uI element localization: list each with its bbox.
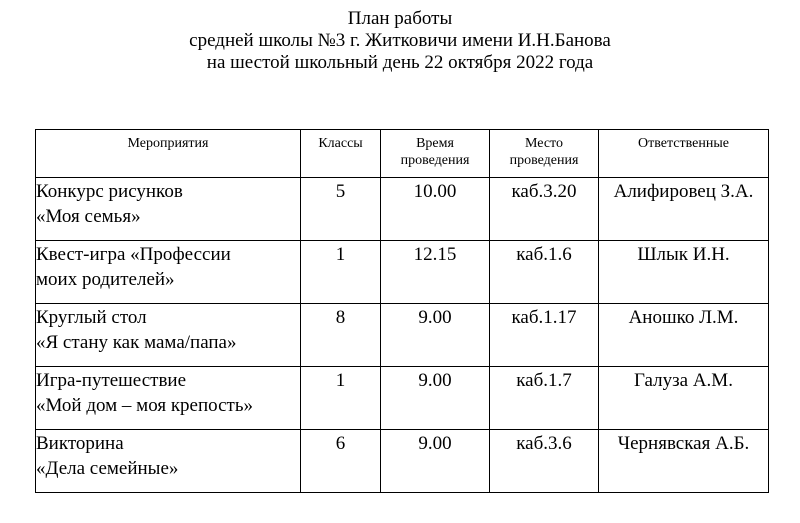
header-grade: Классы [301,130,381,178]
title-line-2: средней школы №3 г. Житковичи имени И.Н.Банова [189,30,611,51]
title-line-3: на шестой школьный день 22 октября 2022 года [206,52,594,73]
cell-event: Игра-путешествие «Мой дом – моя крепость» [36,367,301,430]
table-header-row [36,130,769,178]
header-place: Место проведения [490,130,599,178]
cell-responsible: Шлык И.Н. [599,241,769,304]
table-row [36,178,769,241]
cell-responsible: Аношко Л.М. [599,304,769,367]
cell-event: Конкурс рисунков «Моя семья» [36,178,301,241]
cell-responsible: Галуза А.М. [599,367,769,430]
cell-place: каб.1.6 [490,241,599,304]
cell-grade: 8 [301,304,381,367]
table-row [36,367,769,430]
cell-place: каб.3.6 [490,430,599,493]
cell-place: каб.3.20 [490,178,599,241]
cell-time: 9.00 [381,430,490,493]
schedule-table [35,129,769,493]
cell-time: 9.00 [381,304,490,367]
cell-grade: 5 [301,178,381,241]
cell-place: каб.1.7 [490,367,599,430]
table-row [36,430,769,493]
cell-grade: 1 [301,241,381,304]
cell-place: каб.1.17 [490,304,599,367]
cell-responsible: Алифировец З.А. [599,178,769,241]
cell-event: Квест-игра «Профессии моих родителей» [36,241,301,304]
title-line-1: План работы [347,8,453,29]
cell-time: 9.00 [381,367,490,430]
document-title [0,8,800,74]
header-responsible: Ответственные [599,130,769,178]
cell-time: 10.00 [381,178,490,241]
cell-event: Викторина «Дела семейные» [36,430,301,493]
header-event: Мероприятия [36,130,301,178]
header-time: Время проведения [381,130,490,178]
cell-grade: 1 [301,367,381,430]
cell-event: Круглый стол «Я стану как мама/папа» [36,304,301,367]
cell-responsible: Чернявская А.Б. [599,430,769,493]
cell-grade: 6 [301,430,381,493]
table-row [36,241,769,304]
table-row [36,304,769,367]
cell-time: 12.15 [381,241,490,304]
